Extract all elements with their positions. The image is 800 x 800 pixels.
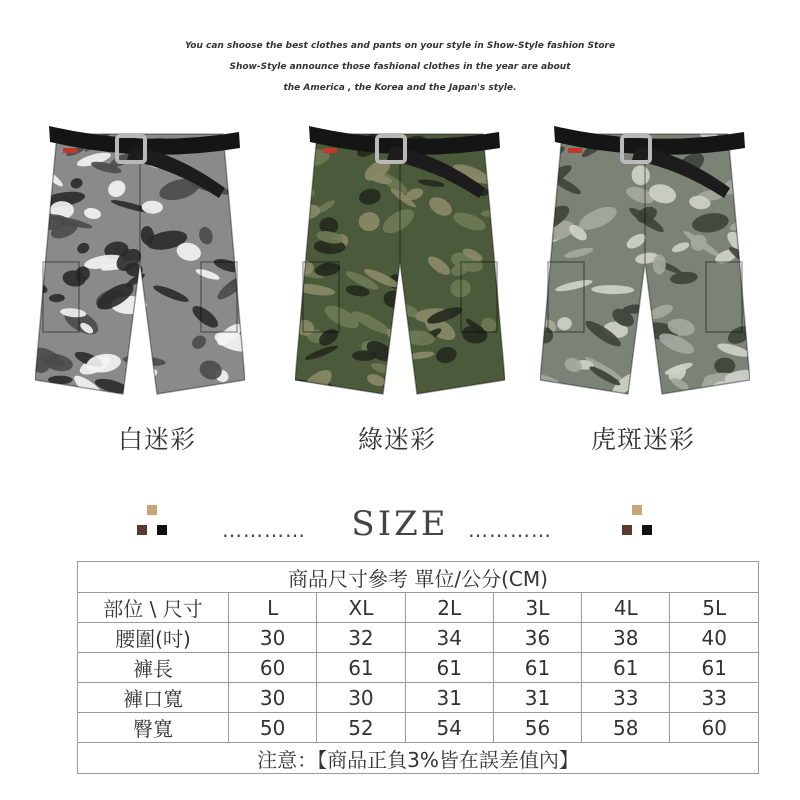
cell: 31 (405, 683, 493, 713)
row-label: 褲長 (78, 653, 229, 683)
size-5l: 5L (670, 593, 759, 623)
cell: 50 (229, 713, 317, 743)
cell: 33 (582, 683, 670, 713)
cell: 33 (670, 683, 759, 713)
row-label: 臀寬 (78, 713, 229, 743)
intro-line-1: You can shoose the best clothes and pants on your style in Show-Style fashion Store (184, 41, 616, 51)
product-image-green-camo (295, 112, 505, 402)
size-3l: 3L (493, 593, 581, 623)
cell: 30 (229, 623, 317, 653)
cell: 30 (317, 683, 405, 713)
cell: 60 (229, 653, 317, 683)
product-gallery (0, 112, 800, 402)
shorts-illustration (540, 112, 750, 402)
cell: 61 (670, 653, 759, 683)
product-image-white-camo (35, 112, 245, 402)
size-table (77, 561, 759, 774)
header-label: 部位 \ 尺寸 (78, 593, 229, 623)
red-tag (323, 148, 337, 153)
size-heading (0, 500, 800, 550)
cell: 61 (317, 653, 405, 683)
decor-square-right-bottom-a (622, 525, 632, 535)
red-tag (568, 148, 582, 153)
cell: 58 (582, 713, 670, 743)
cell: 56 (493, 713, 581, 743)
size-table-header-row (78, 593, 759, 623)
cell: 61 (493, 653, 581, 683)
shorts-illustration (295, 112, 505, 402)
size-2l: 2L (405, 593, 493, 623)
decor-square-right-bottom-b (642, 525, 652, 535)
red-tag (63, 148, 77, 153)
size-l: L (229, 593, 317, 623)
caption-green-camo: 綠迷彩 (357, 425, 436, 454)
shorts-illustration (35, 112, 245, 402)
intro-line-3: the America , the Korea and the Japan's style. (283, 83, 517, 93)
size-4l: 4L (582, 593, 670, 623)
dots-right: ………… (468, 518, 552, 542)
table-row (78, 683, 759, 713)
cell: 36 (493, 623, 581, 653)
decor-square-right-top (632, 505, 642, 515)
cell: 52 (317, 713, 405, 743)
cell: 34 (405, 623, 493, 653)
cell: 38 (582, 623, 670, 653)
cell: 32 (317, 623, 405, 653)
size-table-note: 注意：【商品正負3%皆在誤差值內】 (78, 743, 759, 774)
table-row (78, 623, 759, 653)
dots-left: ………… (222, 518, 306, 542)
intro-text (0, 36, 800, 99)
table-row (78, 713, 759, 743)
size-xl: XL (317, 593, 405, 623)
caption-tiger-camo: 虎斑迷彩 (590, 425, 695, 454)
table-row (78, 653, 759, 683)
cell: 61 (582, 653, 670, 683)
size-title: SIZE (351, 504, 449, 544)
cell: 61 (405, 653, 493, 683)
size-table-title: 商品尺寸參考 單位/公分(CM) (78, 562, 759, 593)
intro-line-2: Show-Style announce those fashional clothes in the year are about (229, 62, 571, 72)
cell: 54 (405, 713, 493, 743)
cell: 31 (493, 683, 581, 713)
cell: 30 (229, 683, 317, 713)
row-label: 褲口寬 (78, 683, 229, 713)
row-label: 腰圍(吋) (78, 623, 229, 653)
cell: 40 (670, 623, 759, 653)
product-image-tiger-camo (540, 112, 750, 402)
caption-white-camo: 白迷彩 (117, 425, 196, 454)
cell: 60 (670, 713, 759, 743)
